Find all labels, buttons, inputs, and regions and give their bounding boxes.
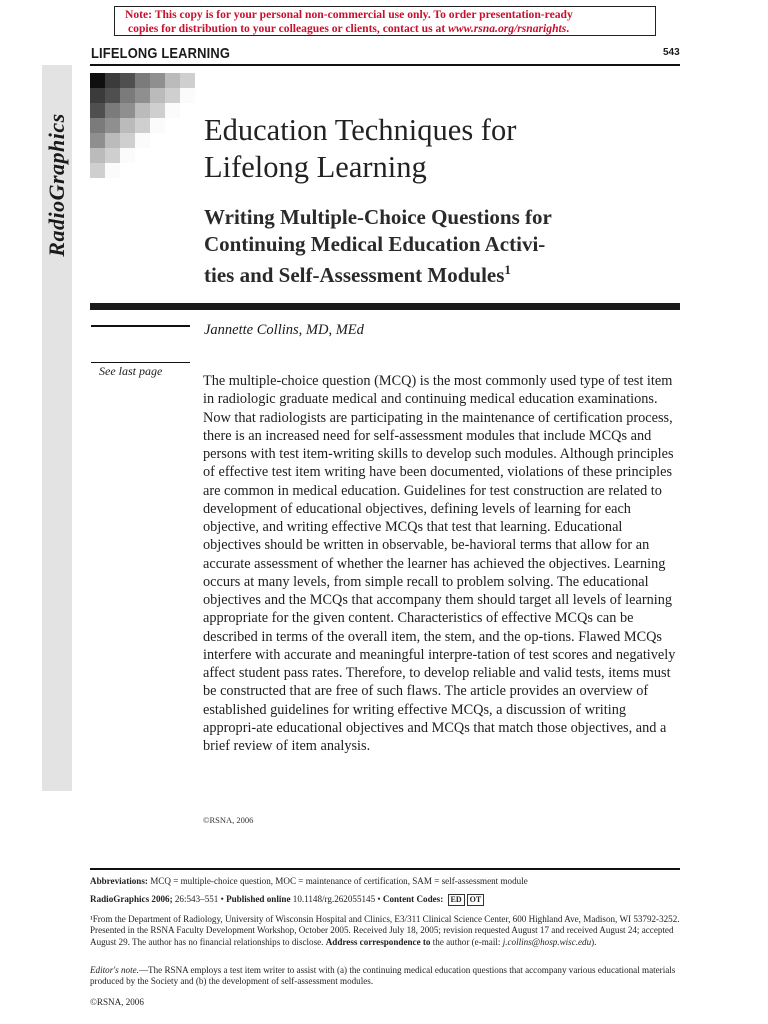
checker-square [90,73,105,88]
affiliation-footnote: ¹From the Department of Radiology, University of Wisconsin Hospital and Clinics, E3/311 Clinical Science Center, 600 Highland Ave, Madison, WI 53792-3252. Presented in the RSNA Faculty Development Workshop, October 2005. Received July 18, 2005; revision requested August 17 and received August 24; accepted August 29. The author has no financial relationships to disclose. Address correspondence to the author (e-mail: j.collins@hosp.wisc.edu). [90,914,680,947]
notice-line-2: copies for distribution to your colleagues or clients, contact us at www.rsna.org/rsnarights. [128,22,570,35]
content-code-ed: ED [448,894,465,906]
reprint-notice-box [114,6,656,36]
checker-square [120,88,135,103]
abstract-text: The multiple-choice question (MCQ) is the most commonly used type of test item in radiologic graduate medical and continuing medical education examinations. Now that radiologists are participating in the maintenance of certification process, there is an increased need for self-assessment modules that include MCQs and persons with test item-writing skills to develop such modules. Although principles of effective test item writing have been documented, violations of these principles are common in medical education. Guidelines for test construction are related to development of educational objectives, defining levels of learning for each objective, and writing effective MCQs that test that learning. Educational objectives should be written in observable, be-havioral terms that allow for an accurate assessment of whether the learner has achieved the objectives. Learning occurs at many levels, from simple recall to problem solving. The educational objectives and the MCQs that accompany them should target all levels of learning appropriate for the given content. Characteristics of effective MCQs can be described in terms of the overall item, the stem, and the op-tions. Flawed MCQs interfere with accurate and meaningful interpre-tation of test scores and negatively affect student pass rates. Therefore, to develop reliable and valid tests, items must be constructed that are free of such flaws. The article provides an overview of established guidelines for writing effective MCQs, a discussion of writing appropri-ate educational objectives and MCQs that match those objectives, and a brief review of item analysis. [203,373,676,754]
citation-line: RadioGraphics 2006; 26:543–551 • Published online 10.1148/rg.262055145 • Content Codes: ED OT [90,894,680,906]
checker-square [150,118,165,133]
checker-square [105,133,120,148]
checker-square [180,73,195,88]
checker-square [135,118,150,133]
checker-square [150,73,165,88]
checker-square [180,88,195,103]
notice-line-1: Note: This copy is for your personal non-commercial use only. To order presentation-ready [125,8,573,21]
page-number: 543 [663,47,680,58]
rights-link[interactable]: www.rsna.org/rsnarights [448,22,567,35]
checker-square [165,103,180,118]
checker-square [135,103,150,118]
editors-note: Editor's note.—The RSNA employs a test item writer to assist with (a) the continuing medical education questions that accompany various educational materials produced by the Society and (b) the development of self-assessment modules. [90,965,676,987]
title-divider [90,303,680,310]
checker-square [105,163,120,178]
checkerboard-decoration [90,73,195,178]
content-code-ot: OT [467,894,485,906]
checker-square [120,148,135,163]
checker-square [90,133,105,148]
article-subtitle: Writing Multiple-Choice Questions for Continuing Medical Education Activi- ties and Self-Assessment Modules$^1$ [204,205,552,287]
see-last-page-rule [91,362,190,363]
checker-square [135,88,150,103]
footer-rule [90,868,680,870]
checker-square [120,133,135,148]
checker-square [120,73,135,88]
checker-square [90,118,105,133]
checker-square [105,88,120,103]
checker-square [90,103,105,118]
footnote-marker[interactable]: 1 [504,262,511,277]
footer-copyright: ©RSNA, 2006 [90,997,144,1007]
section-label: LIFELONG LEARNING [91,45,231,62]
checker-square [120,103,135,118]
checker-square [105,148,120,163]
checker-square [135,73,150,88]
abstract-copyright: ©RSNA, 2006 [203,815,254,825]
checker-square [105,103,120,118]
journal-logo-text: RadioGraphics [44,113,69,257]
checker-square [135,133,150,148]
checker-square [90,88,105,103]
checker-square [150,103,165,118]
checker-square [105,118,120,133]
checker-square [120,118,135,133]
see-last-page-link[interactable]: See last page [99,364,163,378]
header-rule [90,64,680,66]
author-rule [91,325,190,327]
author-name: Jannette Collins, MD, MEd [204,322,364,338]
checker-square [165,73,180,88]
checker-square [105,73,120,88]
article-title: Education Techniques for Lifelong Learning [204,113,517,184]
checker-square [90,148,105,163]
author-email-link[interactable]: j.collins@hosp.wisc.edu [502,936,592,947]
checker-square [150,88,165,103]
abbreviations-note: Abbreviations: MCQ = multiple-choice question, MOC = maintenance of certification, SAM = self-assessment module [90,876,528,886]
checker-square [165,88,180,103]
checker-square [90,163,105,178]
